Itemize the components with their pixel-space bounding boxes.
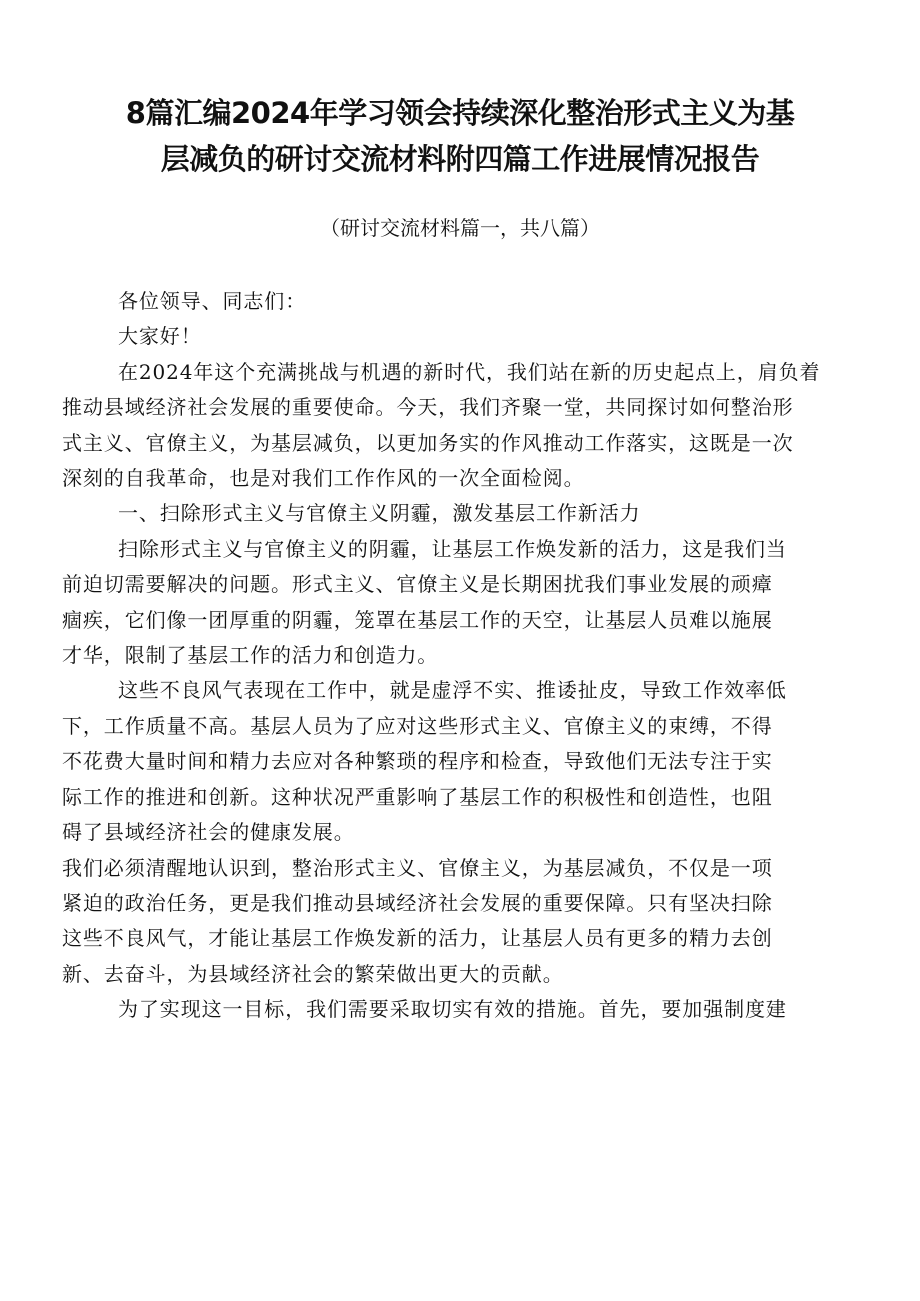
- salutation: [62, 284, 862, 319]
- paragraph: [62, 532, 862, 674]
- text-line: 在2024年这个充满挑战与机遇的新时代，我们站在新的历史起点上，肩负着: [118, 359, 821, 384]
- greeting: [62, 319, 862, 354]
- text-line: 式主义、官僚主义，为基层减负，以更加务实的作风推动工作落实，这既是一次: [62, 430, 794, 455]
- text-line: 碍了县域经济社会的健康发展。: [62, 820, 355, 845]
- text-line: 新、去奋斗，为县域经济社会的繁荣做出更大的贡献。: [62, 961, 564, 986]
- document-title: [60, 90, 860, 182]
- text-line: 痼疾，它们像一团厚重的阴霾，笼罩在基层工作的天空，让基层人员难以施展: [62, 607, 773, 632]
- paragraph: [62, 992, 862, 1027]
- text-line: 下，工作质量不高。基层人员为了应对这些形式主义、官僚主义的束缚，不得: [62, 713, 773, 738]
- text-line: 一、扫除形式主义与官僚主义阴霾，激发基层工作新活力: [118, 501, 641, 526]
- text-line: 推动县域经济社会发展的重要使命。今天，我们齐聚一堂，共同探讨如何整治形: [62, 395, 794, 420]
- title-line-2: 层减负的研讨交流材料附四篇工作进展情况报告: [160, 142, 760, 176]
- document-subtitle: （研讨交流材料篇一，共八篇）: [320, 216, 600, 240]
- text-line: 不花费大量时间和精力去应对各种繁琐的程序和检查，导致他们无法专注于实: [62, 749, 773, 774]
- text-line: 我们必须清醒地认识到，整治形式主义、官僚主义，为基层减负，不仅是一项: [62, 855, 773, 880]
- paragraph-intro: [62, 355, 862, 497]
- text-line: 这些不良风气，才能让基层工作焕发新的活力，让基层人员有更多的精力去创: [62, 926, 773, 951]
- text-line: 大家好！: [118, 324, 202, 349]
- section-heading: [62, 496, 862, 531]
- document-body: [62, 284, 862, 1028]
- text-line: 才华，限制了基层工作的活力和创造力。: [62, 643, 439, 668]
- text-line: 深刻的自我革命，也是对我们工作作风的一次全面检阅。: [62, 466, 585, 491]
- title-line-1: 8篇汇编2024年学习领会持续深化整治形式主义为基: [125, 96, 795, 130]
- text-line: 扫除形式主义与官僚主义的阴霾，让基层工作焕发新的活力，这是我们当: [118, 536, 787, 561]
- text-line: 这些不良风气表现在工作中，就是虚浮不实、推诿扯皮，导致工作效率低: [118, 678, 787, 703]
- text-line: 各位领导、同志们：: [118, 289, 307, 313]
- paragraph: [62, 673, 862, 850]
- text-line: 前迫切需要解决的问题。形式主义、官僚主义是长期困扰我们事业发展的顽瘴: [62, 572, 773, 597]
- text-line: 紧迫的政治任务，更是我们推动县域经济社会发展的重要保障。只有坚决扫除: [62, 890, 773, 915]
- paragraph: [62, 851, 862, 993]
- text-line: 际工作的推进和创新。这种状况严重影响了基层工作的积极性和创造性，也阻: [62, 784, 773, 809]
- text-line: 为了实现这一目标，我们需要采取切实有效的措施。首先，要加强制度建: [118, 997, 787, 1022]
